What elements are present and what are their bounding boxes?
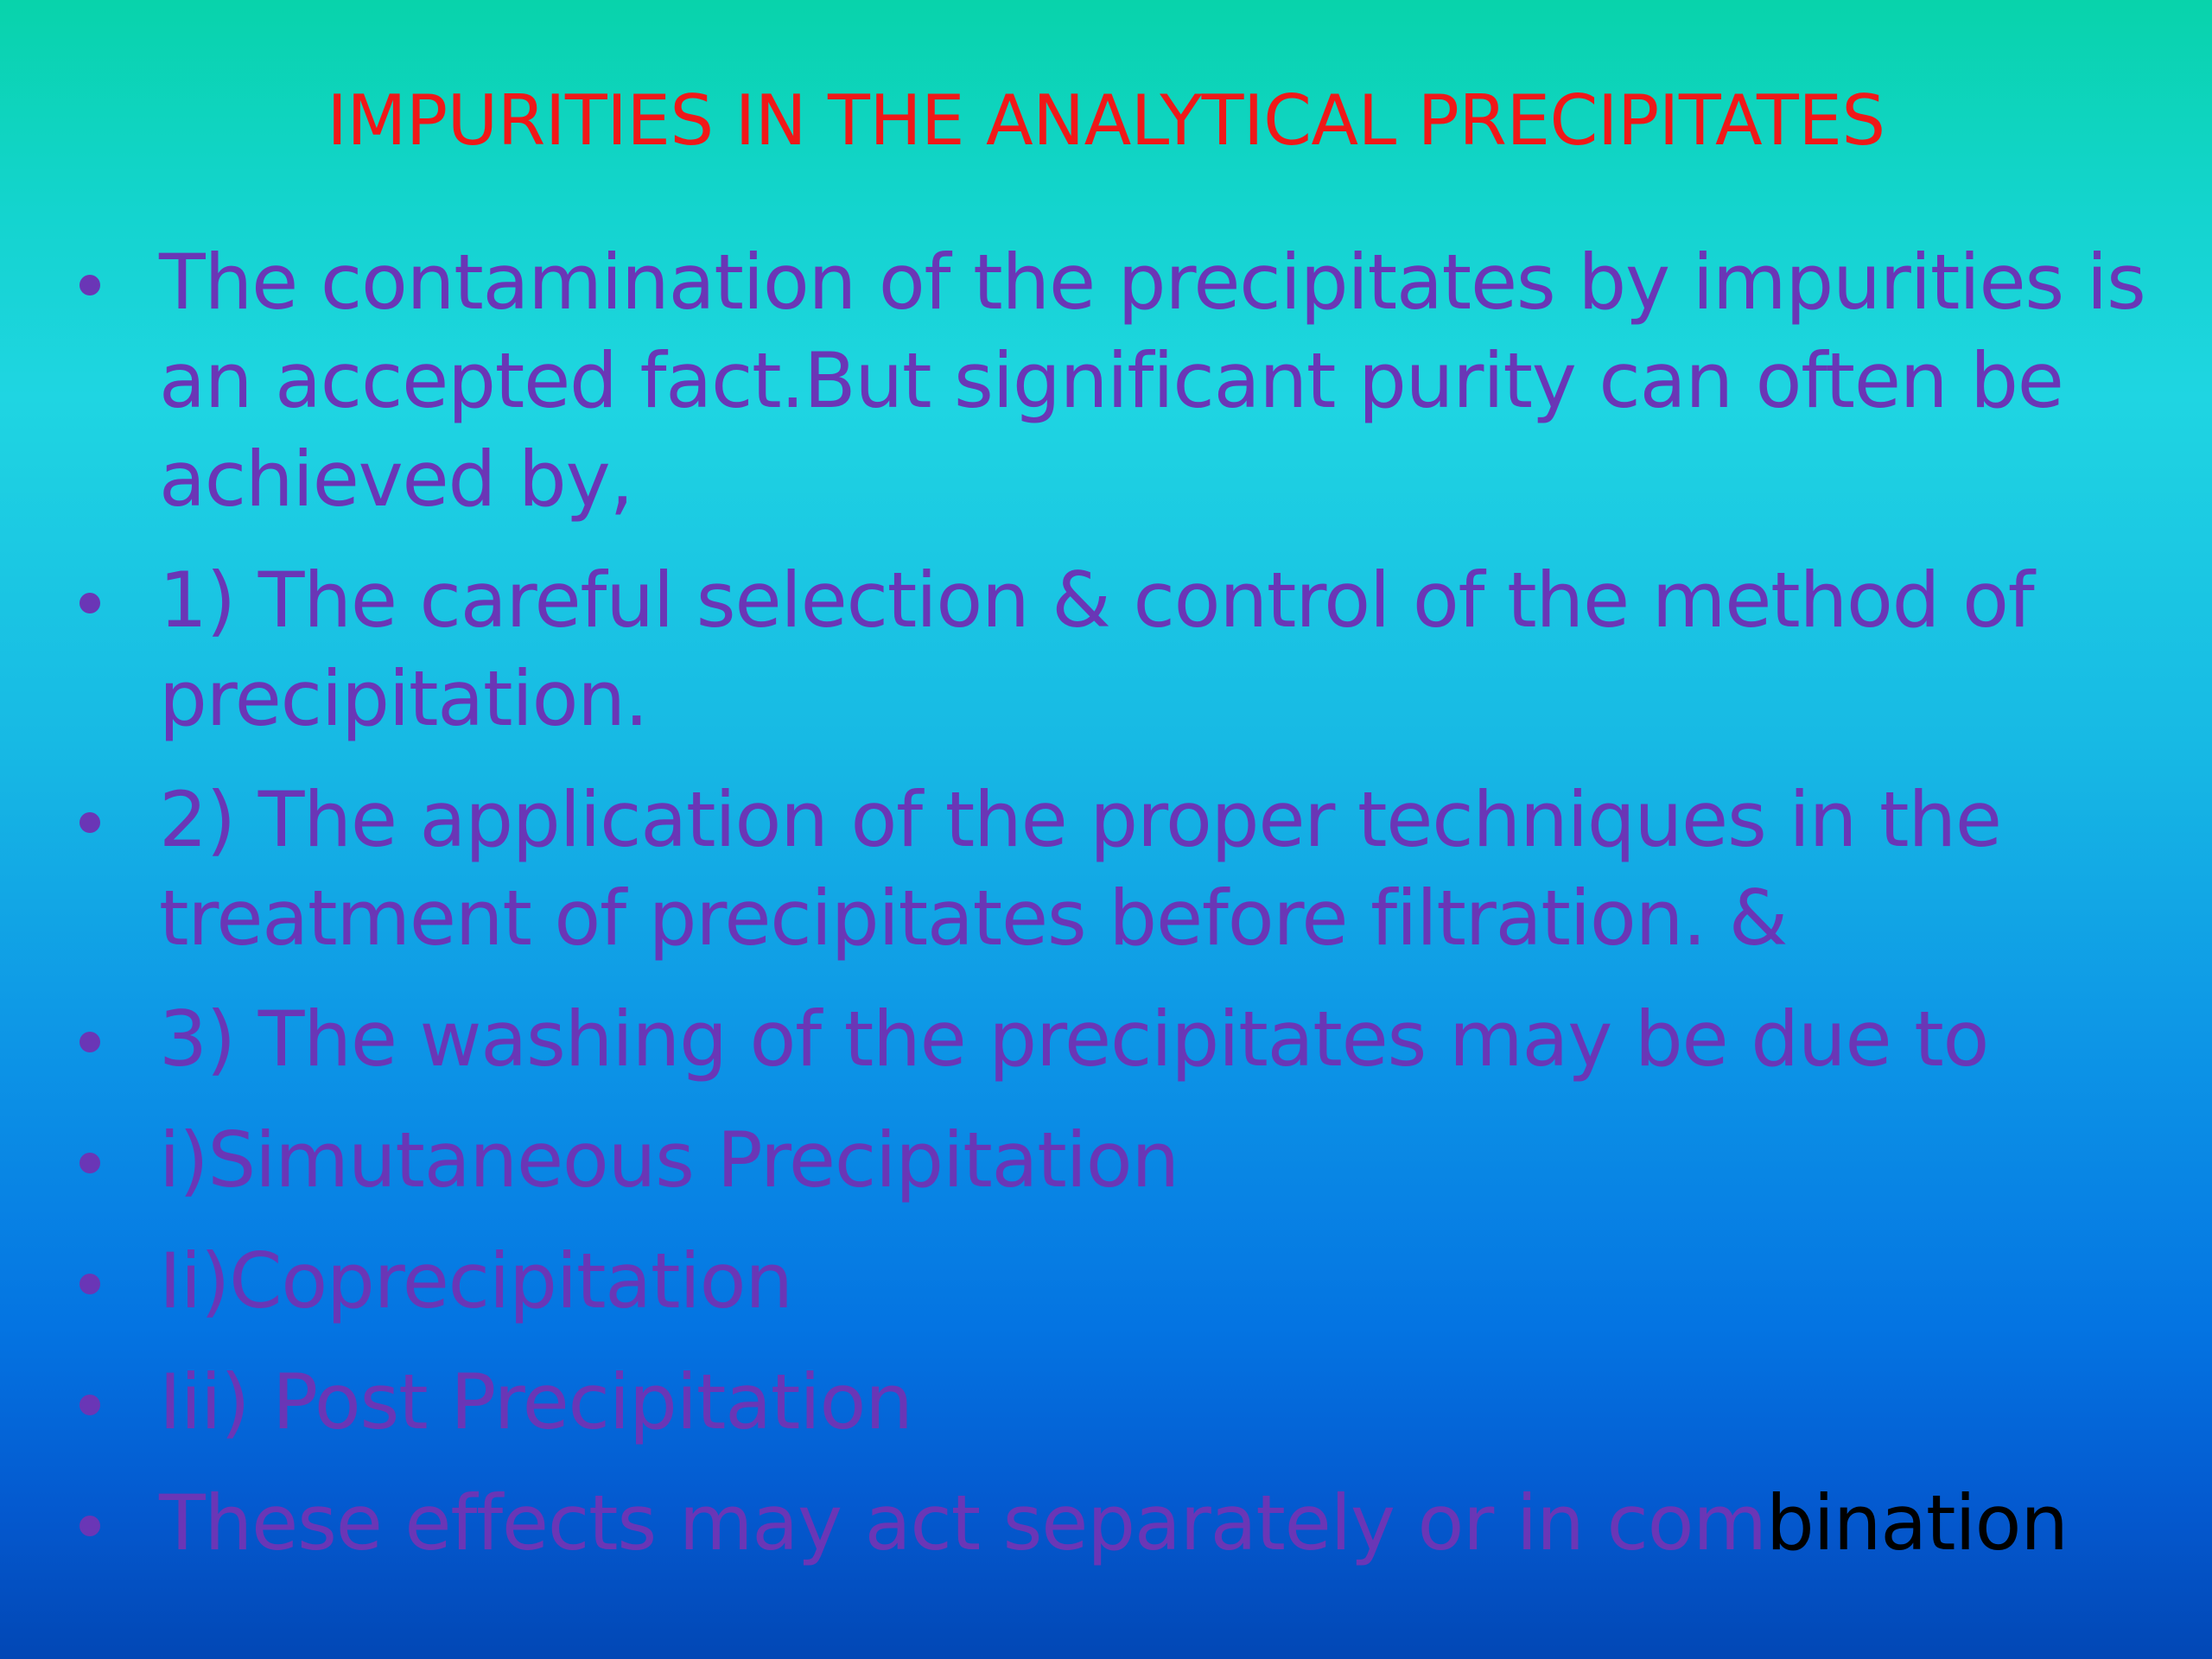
bullet-text: 3) The washing of the precipitates may be due to [159, 995, 1989, 1084]
bullet-text: 1) The careful selection & control of the method of precipitation. [159, 556, 2034, 743]
bullet-item [67, 1232, 2176, 1331]
bullet-text: These effects may act separately or in com [159, 1478, 1766, 1567]
bullet-list [67, 233, 2176, 1595]
bullet-text: The contamination of the precipitates by impurities is an accepted fact.But significant purity can often be achieved by, [159, 238, 2145, 524]
bullet-dot-icon [79, 275, 100, 296]
bullet-text-tail: bination [1765, 1478, 2068, 1567]
bullet-item [67, 771, 2176, 968]
bullet-text: Ii)Coprecipitation [159, 1236, 792, 1325]
bullet-item [67, 1474, 2176, 1573]
bullet-dot-icon [79, 1516, 100, 1536]
bullet-text: i)Simutaneous Precipitation [159, 1116, 1179, 1205]
bullet-dot-icon [79, 1153, 100, 1173]
slide-title: IMPURITIES IN THE ANALYTICAL PRECIPITATES [327, 80, 1885, 161]
bullet-dot-icon [79, 1274, 100, 1294]
bullet-dot-icon [79, 1032, 100, 1052]
bullet-item [67, 233, 2176, 529]
bullet-dot-icon [79, 1395, 100, 1415]
bullet-dot-icon [79, 812, 100, 833]
bullet-dot-icon [79, 593, 100, 613]
bullet-item [67, 551, 2176, 748]
bullet-text: 2) The application of the proper techniques in the treatment of precipitates before filtration. & [159, 775, 2001, 963]
bullet-item [67, 990, 2176, 1089]
bullet-item [67, 1111, 2176, 1210]
bullet-item [67, 1353, 2176, 1452]
bullet-text: Iii) Post Precipitation [159, 1357, 912, 1446]
